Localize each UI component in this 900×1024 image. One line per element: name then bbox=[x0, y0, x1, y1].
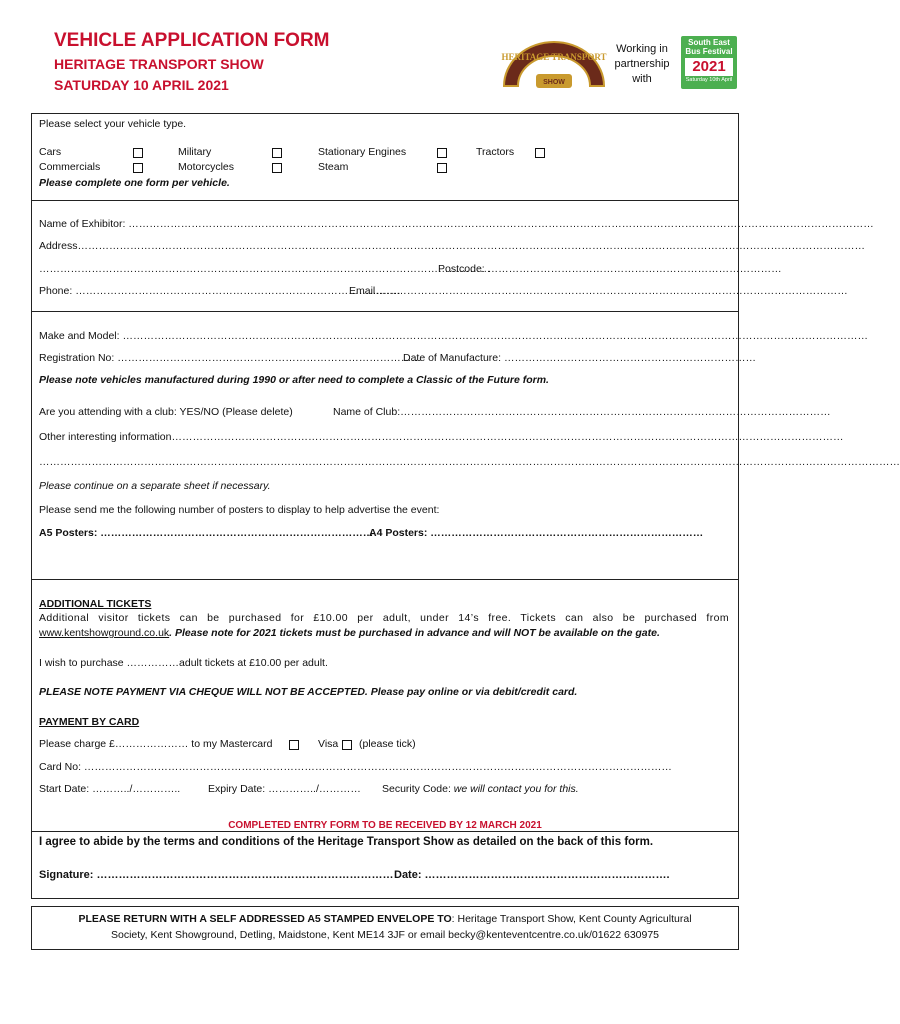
checkbox-cars[interactable] bbox=[133, 148, 143, 158]
security-code: Security Code: we will contact you for this. bbox=[382, 783, 579, 795]
checkbox-mastercard[interactable] bbox=[289, 740, 299, 750]
charge-field[interactable]: Please charge £………………… to my Mastercard bbox=[39, 738, 273, 750]
checkbox-tractors[interactable] bbox=[535, 148, 545, 158]
purchase-field[interactable]: I wish to purchase ……………adult tickets at £10.00 per adult. bbox=[39, 657, 328, 669]
label-steam: Steam bbox=[318, 161, 349, 173]
cheque-note: PLEASE NOTE PAYMENT VIA CHEQUE WILL NOT BE ACCEPTED. Please pay online or via debit/credit card. bbox=[39, 686, 578, 698]
classic-note: Please note vehicles manufactured during 1990 or after need to complete a Classic of the Future form. bbox=[39, 374, 549, 386]
advance-note: . Please note for 2021 tickets must be purchased in advance and will NOT be available on the gate. bbox=[169, 627, 660, 639]
visa-label: Visa bbox=[318, 738, 339, 750]
heritage-transport-logo bbox=[500, 38, 608, 92]
card-number-field[interactable]: Card No: …………………………………………………………………………………………………………………………………………………… bbox=[39, 761, 672, 773]
label-military: Military bbox=[178, 146, 212, 158]
date-field[interactable]: Date: …………………………………………………………. bbox=[394, 869, 670, 881]
deadline-notice: COMPLETED ENTRY FORM TO BE RECEIVED BY 12 MARCH 2021 bbox=[228, 820, 542, 831]
continue-note: Please continue on a separate sheet if necessary. bbox=[39, 480, 271, 492]
start-date-field[interactable]: Start Date: ………../………….. bbox=[39, 783, 181, 795]
club-question: Are you attending with a club: YES/NO (Please delete) bbox=[39, 406, 293, 418]
subtitle-show: HERITAGE TRANSPORT SHOW bbox=[54, 56, 264, 72]
checkbox-commercials[interactable] bbox=[133, 163, 143, 173]
logo-text: HERITAGE TRANSPORT bbox=[501, 52, 607, 62]
club-name-field[interactable]: Name of Club:…………………………………………………………………………………………………………… bbox=[333, 406, 831, 418]
address-field[interactable]: Address……………………………………………………………………………………………………………………………………………………………………………………………………… bbox=[39, 240, 866, 252]
make-model-field[interactable]: Make and Model: …………………………………………………………………………………………………………………………………………………………………………………………… bbox=[39, 330, 868, 342]
registration-field[interactable]: Registration No: …………………………………………………………………………… bbox=[39, 352, 422, 364]
tickets-line1: Additional visitor tickets can be purchased for £10.00 per adult, under 14’s free. Tickets can also be purchased from bbox=[39, 612, 729, 624]
tickets-line2 bbox=[39, 627, 660, 639]
divider bbox=[31, 311, 739, 312]
email-field[interactable]: Email……………………………………………………………………………………………………………………… bbox=[349, 285, 848, 297]
label-stationary-engines: Stationary Engines bbox=[318, 146, 407, 158]
checkbox-steam[interactable] bbox=[437, 163, 447, 173]
one-form-note: Please complete one form per vehicle. bbox=[39, 177, 230, 189]
label-tractors: Tractors bbox=[476, 146, 515, 158]
return-line1: PLEASE RETURN WITH A SELF ADDRESSED A5 STAMPED ENVELOPE TO: Heritage Transport Show, Kent County Agricultural bbox=[78, 913, 692, 925]
address-line2-field[interactable]: ………………………………………………………………………………………………………………… bbox=[39, 263, 491, 275]
manufacture-date-field[interactable]: Date of Manufacture: ……………………………………………………………… bbox=[403, 352, 756, 364]
please-tick-label: (please tick) bbox=[359, 738, 416, 750]
a4-posters-field[interactable]: A4 Posters: …………………………………………………………………… bbox=[369, 527, 704, 539]
phone-field[interactable]: Phone: ………………………………………………………………………………… bbox=[39, 285, 401, 297]
checkbox-motorcycles[interactable] bbox=[272, 163, 282, 173]
subtitle-date: SATURDAY 10 APRIL 2021 bbox=[54, 77, 229, 93]
posters-prompt: Please send me the following number of posters to display to help advertise the event: bbox=[39, 504, 440, 516]
checkbox-stationary-engines[interactable] bbox=[437, 148, 447, 158]
signature-field[interactable]: Signature: ……………………………………………………………………… bbox=[39, 869, 394, 881]
label-motorcycles: Motorcycles bbox=[178, 161, 235, 173]
divider bbox=[31, 200, 739, 201]
payment-heading: PAYMENT BY CARD bbox=[39, 716, 140, 728]
postcode-field[interactable]: Postcode: ………………………………………………………………………… bbox=[438, 263, 782, 275]
return-line2: Society, Kent Showground, Detling, Maidstone, Kent ME14 3JF or email becky@kenteventcentre.co.uk/01622 630975 bbox=[110, 929, 660, 941]
partner-text: Working in partnership with bbox=[614, 43, 670, 85]
vehicle-type-prompt: Please select your vehicle type. bbox=[39, 118, 187, 130]
bus-festival-logo: South East Bus Festival 2021 Saturday 10th April bbox=[681, 36, 737, 89]
expiry-date-field[interactable]: Expiry Date: …………../………… bbox=[208, 783, 361, 795]
checkbox-visa[interactable] bbox=[342, 740, 352, 750]
terms-agreement: I agree to abide by the terms and conditions of the Heritage Transport Show as detailed on the back of this form. bbox=[39, 836, 654, 848]
logo-sub: SHOW bbox=[543, 79, 565, 86]
a5-posters-field[interactable]: A5 Posters: …………………………………………………………………… bbox=[39, 527, 374, 539]
kent-showground-link[interactable]: www.kentshowground.co.uk bbox=[39, 627, 170, 639]
page-title: VEHICLE APPLICATION FORM bbox=[54, 30, 330, 51]
other-info-line2[interactable]: ………………………………………………………………………………………………………………………………………………………………………………………………………………………… bbox=[39, 456, 900, 468]
divider bbox=[31, 579, 739, 580]
divider bbox=[31, 831, 739, 832]
label-commercials: Commercials bbox=[39, 161, 101, 173]
other-info-field[interactable]: Other interesting information………………………………………………………………………………………………………………………………………………………………………… bbox=[39, 431, 844, 443]
exhibitor-name-field[interactable]: Name of Exhibitor: …………………………………………………………………………………………………………………………………………………………………………………………… bbox=[39, 218, 874, 230]
tickets-heading: ADDITIONAL TICKETS bbox=[39, 598, 152, 610]
label-cars: Cars bbox=[39, 146, 62, 158]
checkbox-military[interactable] bbox=[272, 148, 282, 158]
